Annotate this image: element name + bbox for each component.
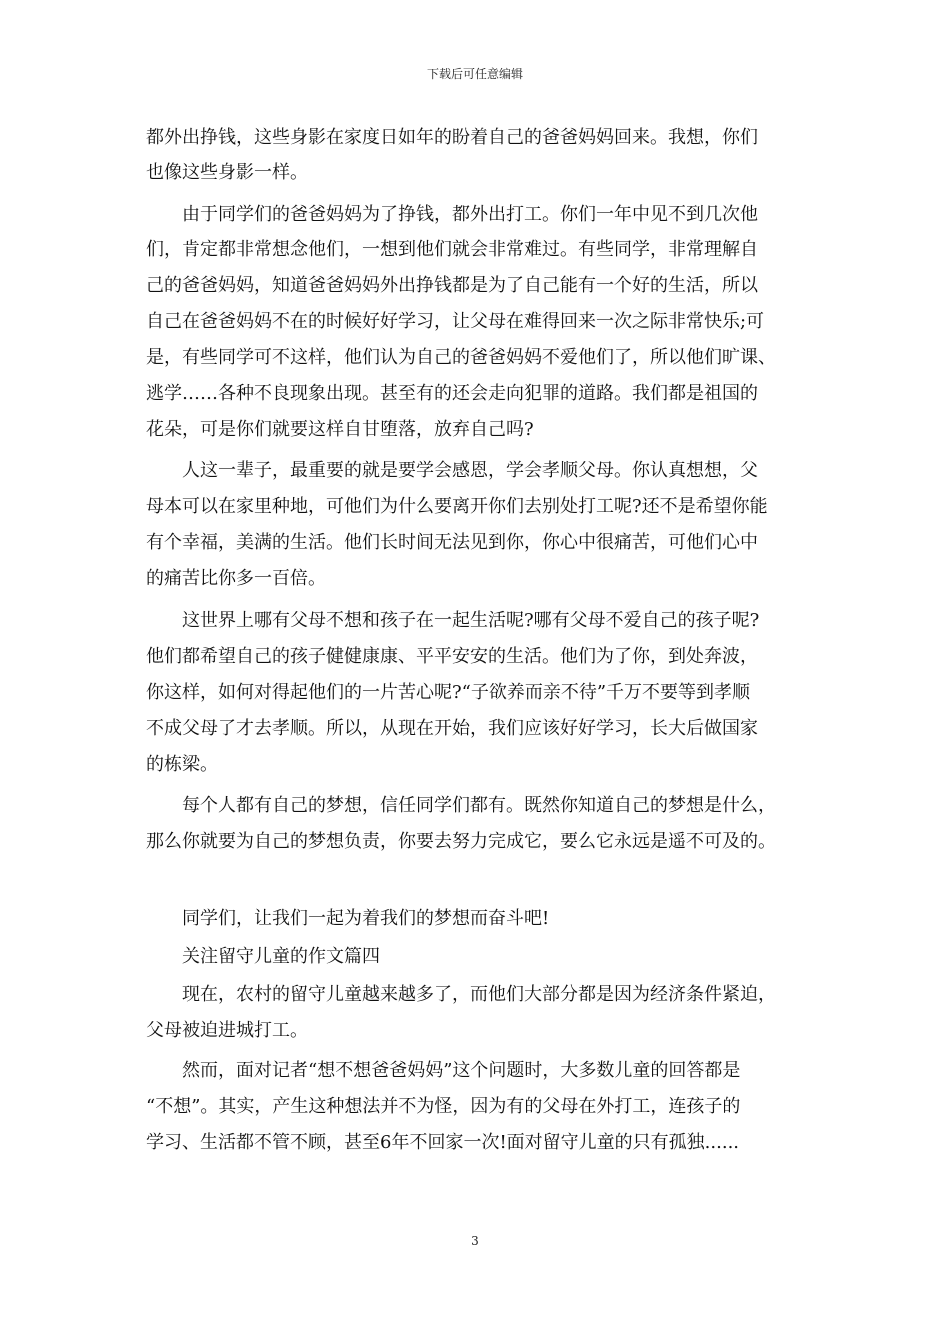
page-number: 3 <box>471 1234 479 1248</box>
text-line: 他们都希望自己的孩子健健康康、平平安安的生活。他们为了你，到处奔波， <box>146 646 758 667</box>
text-line: 每个人都有自己的梦想，信任同学们都有。既然你知道自己的梦想是什么， <box>146 795 776 816</box>
text-line: 是，有些同学可不这样，他们认为自己的爸爸妈妈不爱他们了，所以他们旷课、 <box>146 347 776 368</box>
text-line: 的痛苦比你多一百倍。 <box>146 568 326 589</box>
text-line: 己的爸爸妈妈，知道爸爸妈妈外出挣钱都是为了自己能有一个好的生活，所以 <box>146 275 758 296</box>
text-line: 也像这些身影一样。 <box>146 162 308 183</box>
text-line: 的栋梁。 <box>146 754 218 775</box>
text-line: 父母被迫进城打工。 <box>146 1020 308 1041</box>
text-line: 花朵，可是你们就要这样自甘堕落，放弃自己吗? <box>146 419 534 440</box>
text-line: 那么你就要为自己的梦想负责，你要去努力完成它，要么它永远是遥不可及的。 <box>146 831 776 852</box>
text-line: 这世界上哪有父母不想和孩子在一起生活呢?哪有父母不爱自己的孩子呢? <box>146 610 760 631</box>
text-line: 不成父母了才去孝顺。所以，从现在开始，我们应该好好学习，长大后做国家 <box>146 718 758 739</box>
text-line: 有个幸福，美满的生活。他们长时间无法见到你，你心中很痛苦，可他们心中 <box>146 532 758 553</box>
text-line: “不想”。其实，产生这种想法并不为怪，因为有的父母在外打工，连孩子的 <box>146 1096 741 1117</box>
text-line: 学习、生活都不管不顾，甚至6年不回家一次!面对留守儿童的只有孤独...... <box>146 1132 740 1153</box>
text-line: 们，肯定都非常想念他们，一想到他们就会非常难过。有些同学，非常理解自 <box>146 239 758 260</box>
text-line: 人这一辈子，最重要的就是要学会感恩，学会孝顺父母。你认真想想，父 <box>146 460 758 481</box>
section-heading: 关注留守儿童的作文篇四 <box>146 946 380 967</box>
page-header: 下载后可任意编辑 <box>426 67 523 81</box>
text-line: 同学们，让我们一起为着我们的梦想而奋斗吧! <box>146 908 550 929</box>
text-line: 由于同学们的爸爸妈妈为了挣钱，都外出打工。你们一年中见不到几次他 <box>146 204 758 225</box>
text-line: 母本可以在家里种地，可他们为什么要离开你们去别处打工呢?还不是希望你能 <box>146 496 768 517</box>
text-line: 你这样，如何对得起他们的一片苦心呢?“子欲养而亲不待”千万不要等到孝顺 <box>146 682 751 703</box>
text-line: 然而，面对记者“想不想爸爸妈妈”这个问题时，大多数儿童的回答都是 <box>146 1060 741 1081</box>
text-line: 逃学……各种不良现象出现。甚至有的还会走向犯罪的道路。我们都是祖国的 <box>146 383 758 404</box>
text-line: 都外出挣钱，这些身影在家度日如年的盼着自己的爸爸妈妈回来。我想，你们 <box>146 127 758 148</box>
text-line: 现在，农村的留守儿童越来越多了，而他们大部分都是因为经济条件紧迫， <box>146 984 776 1005</box>
text-line: 自己在爸爸妈妈不在的时候好好学习，让父母在难得回来一次之际非常快乐;可 <box>146 311 765 332</box>
